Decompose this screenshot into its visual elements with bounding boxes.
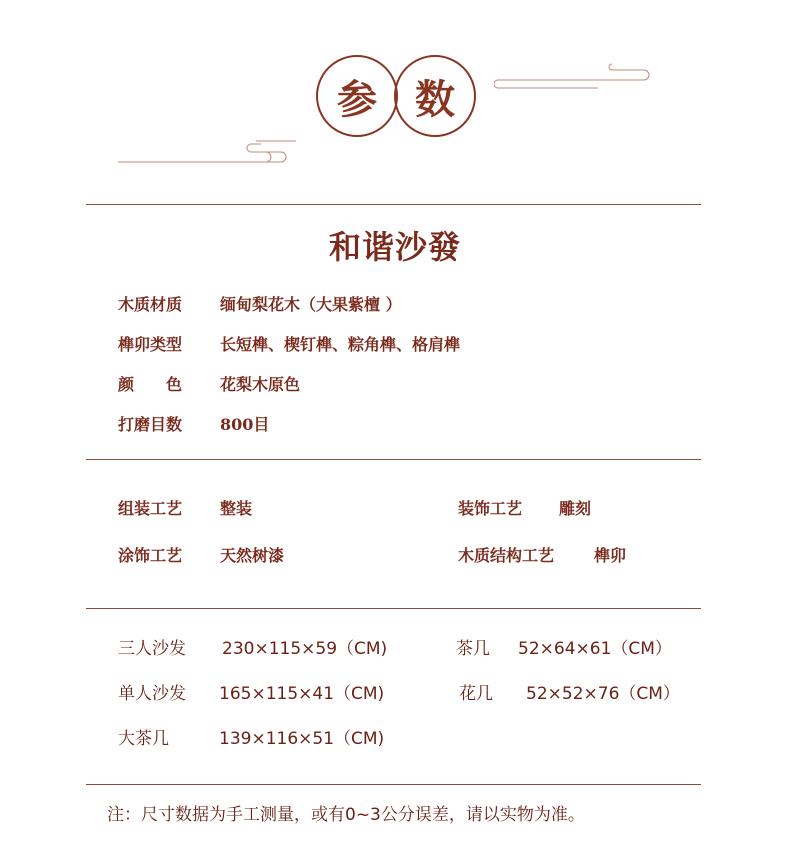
product-title: 和谐沙發 bbox=[328, 228, 461, 266]
size-value: 165×115×41（CM) bbox=[219, 684, 385, 704]
size-value: 230×115×59（CM) bbox=[222, 639, 388, 659]
badge-char-2: 数 bbox=[415, 75, 455, 123]
craft-label: 组装工艺 bbox=[118, 499, 183, 518]
footnote: 注：尺寸数据为手工测量，或有0~3公分误差，请以实物为准。 bbox=[107, 805, 585, 825]
size-value: 139×116×51（CM) bbox=[219, 729, 385, 749]
spec-label: 打磨目数 bbox=[118, 415, 183, 434]
size-label: 茶几 bbox=[456, 639, 490, 659]
spec-value: 800目 bbox=[220, 415, 270, 434]
badge-char-1: 参 bbox=[337, 75, 377, 123]
size-value: 52×52×76（CM） bbox=[526, 684, 680, 704]
badge-char-can bbox=[316, 55, 398, 137]
craft-value: 天然树漆 bbox=[220, 546, 285, 565]
size-label: 单人沙发 bbox=[118, 684, 186, 704]
spec-label: 木质材质 bbox=[118, 295, 183, 314]
spec-label: 榫卯类型 bbox=[118, 335, 183, 354]
size-value: 52×64×61（CM） bbox=[518, 639, 672, 659]
divider-top bbox=[86, 204, 701, 205]
cloud-decoration-left bbox=[116, 136, 296, 168]
size-label: 大茶几 bbox=[118, 729, 169, 749]
spec-label: 颜 色 bbox=[118, 375, 183, 394]
spec-value: 长短榫、楔钉榫、粽角榫、格肩榫 bbox=[220, 335, 461, 354]
spec-value: 花梨木原色 bbox=[220, 375, 301, 394]
craft-label: 装饰工艺 bbox=[458, 499, 523, 518]
cloud-decoration-right bbox=[494, 62, 654, 94]
divider-craft bbox=[86, 608, 701, 609]
craft-label: 涂饰工艺 bbox=[118, 546, 183, 565]
craft-value: 整装 bbox=[220, 499, 253, 518]
spec-value: 缅甸梨花木（大果紫檀 ） bbox=[220, 295, 402, 314]
badge-char-shu bbox=[394, 55, 476, 137]
craft-value: 雕刻 bbox=[559, 499, 592, 518]
craft-label: 木质结构工艺 bbox=[458, 546, 555, 565]
divider-sizes bbox=[86, 784, 701, 785]
size-label: 花几 bbox=[459, 684, 493, 704]
size-label: 三人沙发 bbox=[118, 639, 186, 659]
craft-value: 榫卯 bbox=[594, 546, 627, 565]
divider-specs bbox=[86, 459, 701, 460]
